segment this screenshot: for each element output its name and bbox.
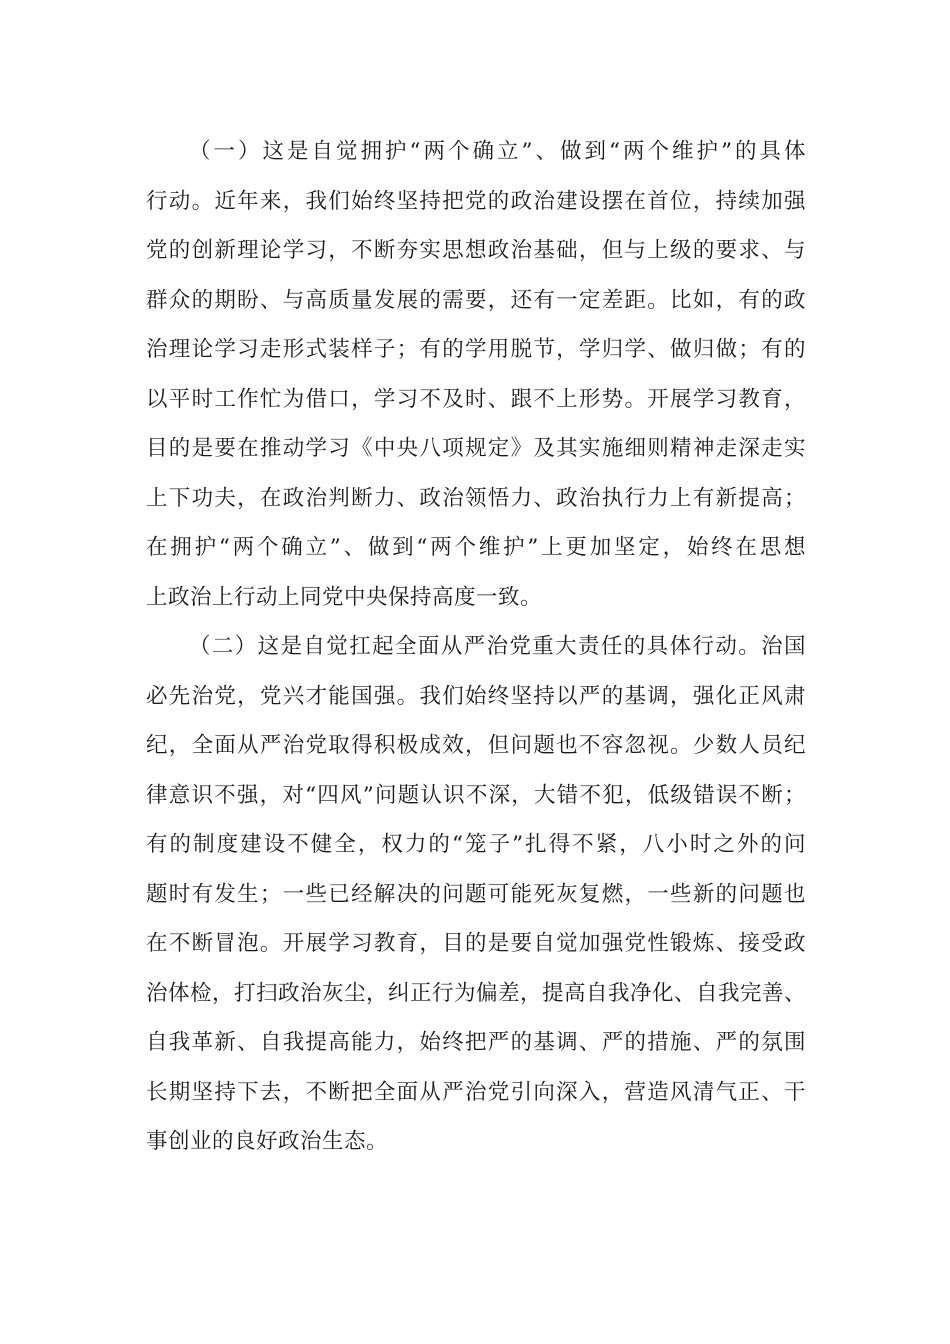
text-line: 行动。近年来，我们始终坚持把党的政治建设摆在首位，持续加强 [146,188,806,214]
text-line: 上下功夫，在政治判断力、政治领悟力、政治执行力上有新提高； [146,485,806,511]
text-line: 纪，全面从严治党取得积极成效，但问题也不容忽视。少数人员纪 [146,733,806,758]
text-line: 治理论学习走形式装样子；有的学用脱节，学归学、做归做；有的 [146,337,806,362]
text-line: （二）这是自觉扛起全面从严治党重大责任的具体行动。治国 [189,634,806,659]
paragraph-1 [146,127,806,622]
text-line: 事创业的良好政治生态。 [146,1129,389,1154]
text-line: 在不断冒泡。开展学习教育，目的是要自觉加强党性锻炼、接受政 [146,931,806,956]
document-body [146,127,806,1167]
text-line: 上政治上行动上同党中央保持高度一致。 [146,584,543,610]
text-line: 在拥护“两个确立”、做到“两个维护”上更加坚定，始终在思想 [146,535,806,560]
text-line: 目的是要在推动学习《中央八项规定》及其实施细则精神走深走实 [146,436,806,461]
text-line: 自我革新、自我提高能力，始终把严的基调、严的措施、严的氛围 [146,1030,806,1055]
text-line: 律意识不强，对“四风”问题认识不深，大错不犯，低级错误不断； [146,782,806,808]
text-line: 群众的期盼、与高质量发展的需要，还有一定差距。比如，有的政 [146,287,806,313]
text-line: （一）这是自觉拥护“两个确立”、做到“两个维护”的具体 [189,139,806,164]
text-line: 治体检，打扫政治灰尘，纠正行为偏差，提高自我净化、自我完善、 [146,980,807,1006]
text-line: 以平时工作忙为借口，学习不及时、跟不上形势。开展学习教育， [146,386,806,412]
text-line: 题时有发生；一些已经解决的问题可能死灰复燃，一些新的问题也 [146,881,806,907]
text-line: 党的创新理论学习，不断夯实思想政治基础，但与上级的要求、与 [146,238,806,263]
text-line: 长期坚持下去，不断把全面从严治党引向深入，营造风清气正、干 [146,1079,806,1105]
text-line: 有的制度建设不健全，权力的“笼子”扎得不紧，八小时之外的问 [146,832,806,857]
text-line: 必先治党，党兴才能国强。我们始终坚持以严的基调，强化正风肃 [146,683,806,709]
paragraph-2 [146,622,806,1167]
